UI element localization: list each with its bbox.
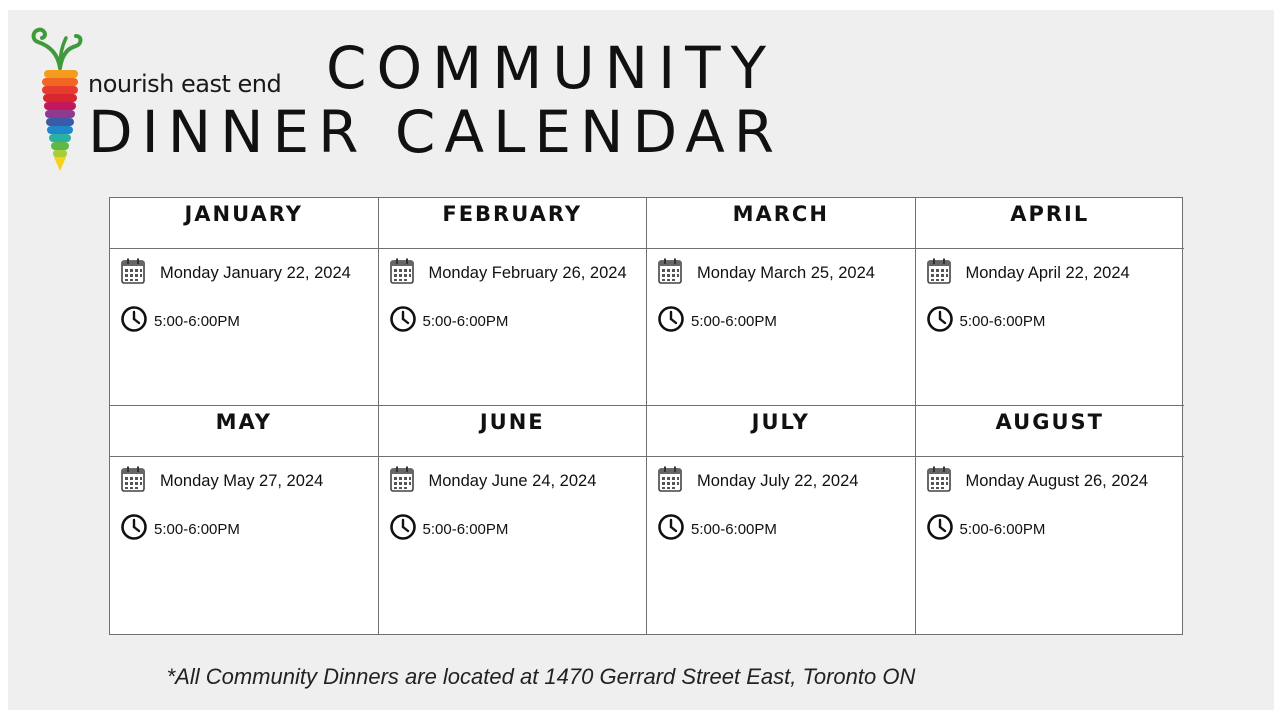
clock-icon [926,513,954,546]
dinner-date [120,466,323,496]
dinner-date-text: Monday January 22, 2024 [160,263,351,282]
month-cell-march [647,198,916,406]
dinner-date-text: Monday June 24, 2024 [428,471,597,490]
month-header [916,406,1185,457]
dinner-time-text: 5:00-6:00PM [691,312,777,330]
dinner-time [389,514,509,544]
clock-icon [120,513,148,546]
dinner-date-text: Monday March 25, 2024 [697,263,875,282]
month-name: JANUARY [184,202,304,226]
clock-icon [389,305,417,338]
title-line-1: COMMUNITY [326,34,777,102]
dinner-time [926,306,1046,336]
dinner-time [389,306,509,336]
calendar-icon [389,465,415,498]
organization-name: nourish east end [88,70,282,98]
month-header [110,198,378,249]
month-name: FEBRUARY [442,202,583,226]
dinner-date [389,258,627,288]
dinner-date-text: Monday July 22, 2024 [697,471,859,490]
dinner-date [389,466,597,496]
month-cell-february [379,198,648,406]
month-name: AUGUST [995,410,1104,434]
calendar-icon [657,465,683,498]
calendar-icon [120,465,146,498]
dinner-time [657,306,777,336]
month-cell-january [110,198,379,406]
clock-icon [120,305,148,338]
month-name: JUNE [479,410,545,434]
dinner-date-text: Monday February 26, 2024 [428,263,627,282]
clock-icon [389,513,417,546]
dinner-time-text: 5:00-6:00PM [422,520,509,538]
dinner-time-text: 5:00-6:00PM [691,520,777,538]
clock-icon [657,513,685,546]
dinner-time-text: 5:00-6:00PM [959,312,1046,330]
month-name: MARCH [732,202,829,226]
dinner-time-text: 5:00-6:00PM [154,312,240,330]
month-cell-june [379,406,648,635]
calendar-icon [389,257,415,290]
dinner-time-text: 5:00-6:00PM [959,520,1046,538]
month-name: MAY [215,410,272,434]
dinner-time-text: 5:00-6:00PM [154,520,240,538]
month-name: APRIL [1010,202,1090,226]
month-header [379,406,647,457]
title-line-2: DINNER CALENDAR [88,98,784,166]
page-title [88,36,818,164]
dinner-date-text: Monday April 22, 2024 [965,263,1130,282]
calendar-icon [926,257,952,290]
month-cell-april [916,198,1185,406]
month-cell-august [916,406,1185,635]
dinner-date [926,466,1149,496]
month-header [916,198,1185,249]
clock-icon [657,305,685,338]
month-cell-may [110,406,379,635]
dinner-time-text: 5:00-6:00PM [422,312,509,330]
month-header [647,406,915,457]
month-cell-july [647,406,916,635]
clock-icon [926,305,954,338]
calendar-icon [120,257,146,290]
location-note: *All Community Dinners are located at 1470 Gerrard Street East, Toronto ON [166,664,916,689]
month-name: JULY [751,410,810,434]
carrot-logo-icon [30,24,90,174]
dinner-date [120,258,351,288]
calendar-grid [109,197,1183,635]
dinner-date-text: Monday May 27, 2024 [160,471,324,490]
month-header [110,406,378,457]
dinner-time [120,514,240,544]
dinner-date [926,258,1130,288]
month-header [647,198,915,249]
calendar-icon [657,257,683,290]
dinner-time [120,306,240,336]
calendar-icon [926,465,952,498]
dinner-date [657,258,875,288]
dinner-date [657,466,858,496]
dinner-date-text: Monday August 26, 2024 [965,471,1149,490]
dinner-time [926,514,1046,544]
dinner-time [657,514,777,544]
month-header [379,198,647,249]
calendar-page [8,10,1274,710]
